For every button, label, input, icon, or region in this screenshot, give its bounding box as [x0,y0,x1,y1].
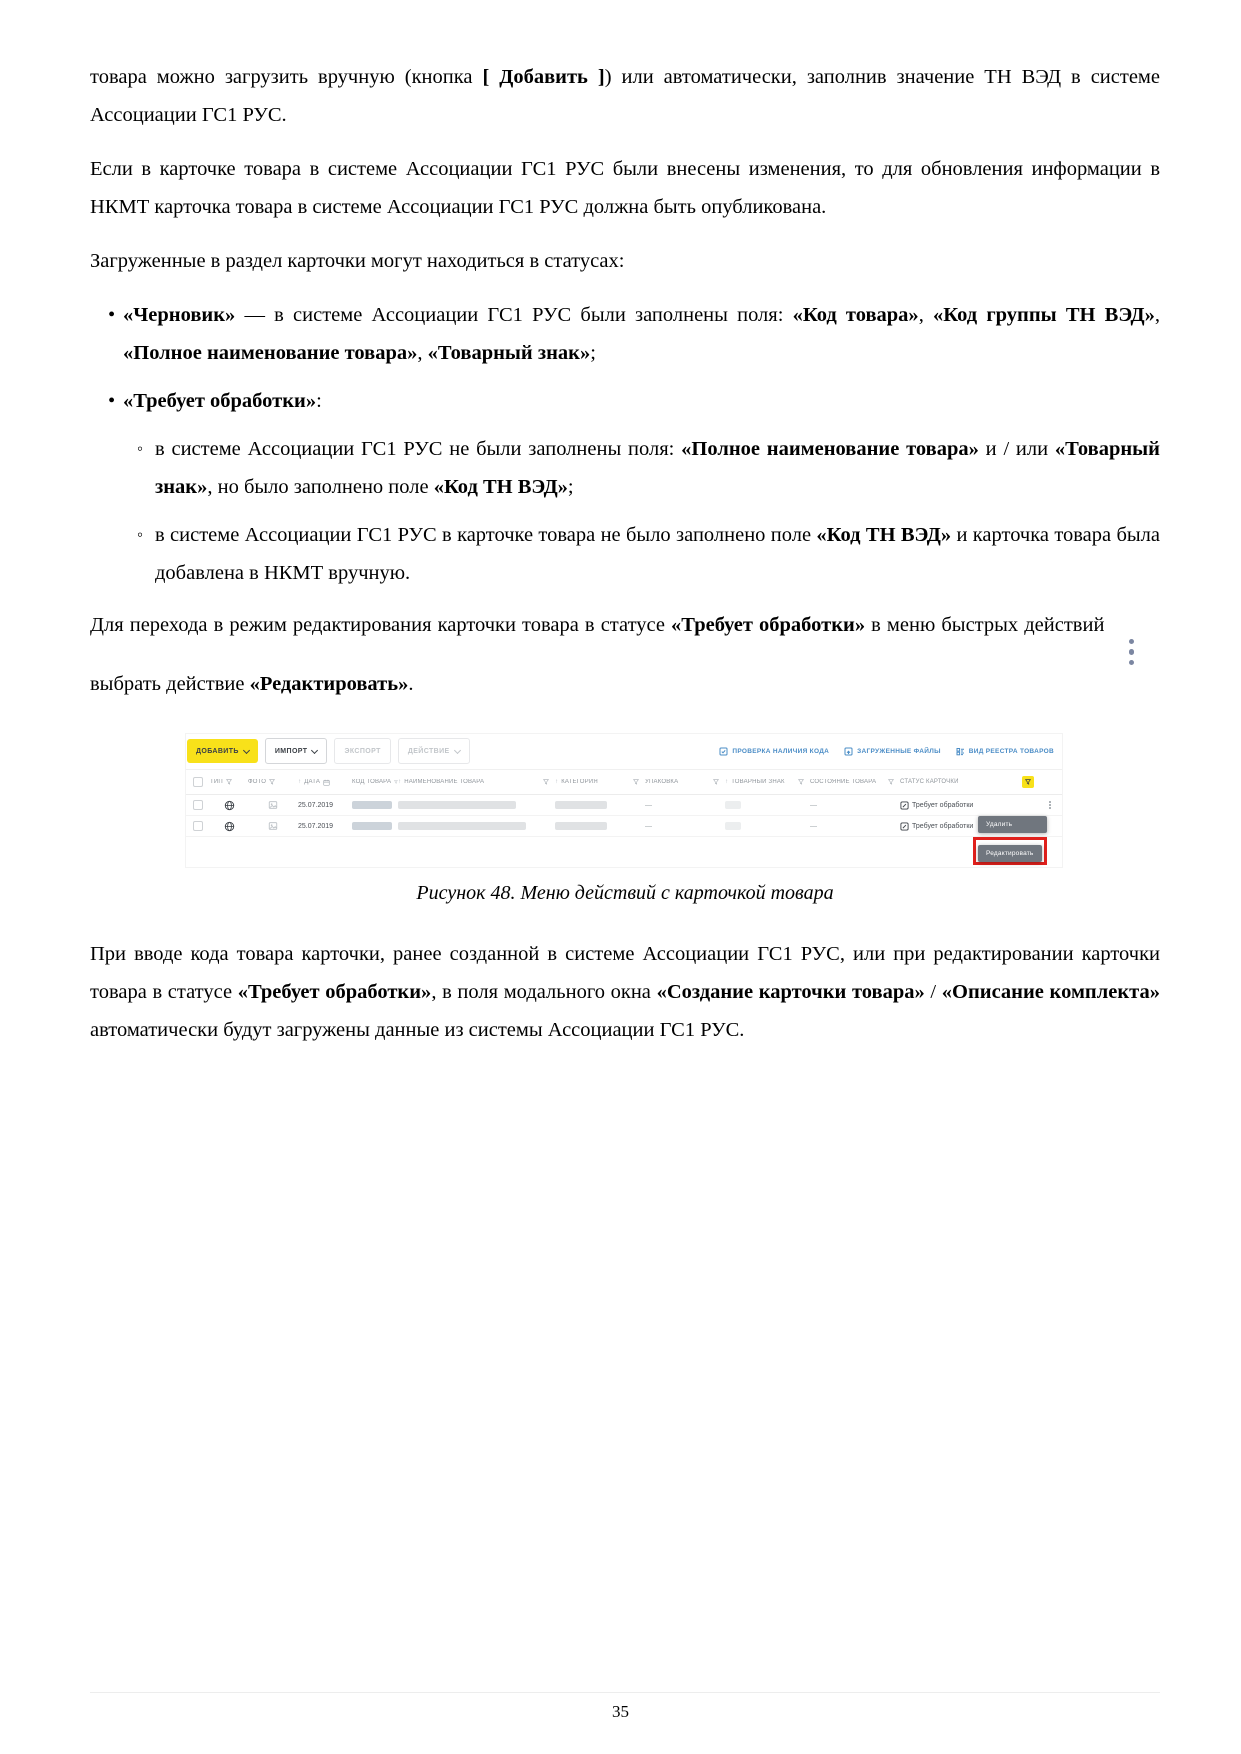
filter-icon[interactable] [713,779,719,785]
column-trademark[interactable]: ↑ ТОВАРНЫЙ ЗНАК [725,779,810,785]
text-run: ) или автоматически, заполнив значение ТН ВЭД в системе Ассоциации ГС1 РУС. [90,66,1160,126]
blurred-category [555,801,607,809]
add-button[interactable] [187,739,258,763]
status-name: «Черновик» [123,304,236,326]
status-label: Требует обработки [912,801,974,809]
sublist-item-2 [155,516,1160,592]
export-button-label: ЭКСПОРТ [344,747,381,755]
status-list [90,296,1160,592]
globe-icon [224,821,235,832]
sublist-item-1 [155,430,1160,506]
modal-name: «Создание карточки товара» [656,981,925,1003]
paragraph-edit-instruction [90,606,1160,703]
uploaded-files-icon [844,747,853,756]
table-row [186,816,1062,837]
chevron-down-icon [454,746,461,753]
status-name: «Требует обработки» [237,981,432,1003]
packaging-cell: — [645,822,652,830]
table-header-row [186,769,1062,795]
text-run: , в поля модального окна [431,981,657,1003]
add-button-reference: [ Добавить ] [482,66,605,88]
text-run: ; [567,476,574,498]
table-row [186,795,1062,816]
check-code-label: ПРОВЕРКА НАЛИЧИЯ КОДА [732,747,830,755]
text-run: выбрать действие [90,673,250,695]
edit-menu-item[interactable]: Редактировать [978,845,1042,862]
code-check-icon [719,747,728,756]
blurred-product-code [352,801,392,809]
date-cell: 25.07.2019 [298,822,334,830]
field-name: «Полное наименование товара» [123,342,418,364]
action-name: «Редактировать» [249,673,409,695]
row-checkbox[interactable] [193,800,203,810]
filter-icon[interactable] [633,779,639,785]
blurred-product-name [398,801,516,809]
active-filter-icon[interactable] [1022,776,1034,788]
import-button[interactable] [265,738,328,764]
state-cell: — [810,801,817,809]
text-run: в системе Ассоциации ГС1 РУС не были заполнены поля: [155,438,682,460]
check-code-link[interactable] [719,747,829,756]
list-item-draft [123,296,1160,372]
import-button-label: ИМПОРТ [274,747,308,755]
figure-caption: Рисунок 48. Меню действий с карточкой товара [416,882,834,904]
paragraph-update-info: Если в карточке товара в системе Ассоциации ГС1 РУС были внесены изменения, то для обновления информации в НКМТ карточка товара в системе Ассоциации ГС1 РУС должна быть опубликована. [90,158,1160,218]
column-date[interactable]: ↑ ДАТА [298,779,352,786]
status-label: Требует обработки [912,822,974,830]
status-edit-icon [900,801,909,810]
field-name: «Товарный знак» [427,342,591,364]
sort-icon [555,779,558,785]
field-name: «Код ТН ВЭД» [433,476,568,498]
photo-icon [268,800,278,810]
action-button[interactable] [398,738,470,764]
field-name: «Код группы ТН ВЭД» [933,304,1155,326]
photo-icon [268,821,278,831]
text-run: . [408,673,414,695]
blurred-category [555,822,607,830]
text-run: ; [590,342,596,364]
field-name: «Полное наименование товара» [681,438,979,460]
action-button-label: ДЕЙСТВИЕ [407,747,450,755]
registry-view-link[interactable] [956,747,1054,756]
text-run: При вводе кода товара карточки, ранее созданной в системе Ассоциации ГС1 РУС, или при редактировании карточки товара в статусе [90,943,1160,1003]
kebab-menu-icon [1129,639,1135,666]
field-name: «Товарный знак» [155,438,1160,498]
quick-actions-menu [978,816,1047,865]
blurred-trademark [725,822,741,830]
uploaded-files-link[interactable] [844,747,941,756]
text-run: , но было заполнено поле [207,476,434,498]
column-packaging[interactable]: УПАКОВКА [645,779,725,785]
blurred-product-name [398,822,526,830]
column-product-state[interactable]: СОСТОЯНИЕ ТОВАРА [810,779,900,785]
date-cell: 25.07.2019 [298,801,334,809]
column-card-status[interactable]: СТАТУС КАРТОЧКИ [900,776,1040,788]
filter-icon[interactable] [269,779,275,785]
sort-icon [398,779,401,785]
registry-view-icon [956,747,965,756]
page-number: 35 [612,1702,629,1721]
paragraph-intro [90,58,1160,134]
field-name: «Код ТН ВЭД» [816,524,952,546]
figure-screenshot [185,733,1063,868]
column-category[interactable]: ↑ КАТЕГОРИЯ [555,779,645,785]
row-checkbox[interactable] [193,821,203,831]
text-run: и / или [978,438,1055,460]
red-highlight-box [973,837,1047,865]
field-name: «Код товара» [792,304,919,326]
export-button[interactable] [334,738,390,764]
row-actions-kebab[interactable] [1049,801,1051,809]
products-table [186,769,1062,837]
text-run: , [417,342,428,364]
column-product-code[interactable]: КОД ТОВАРА [352,779,398,785]
text-run: / [924,981,942,1003]
column-photo[interactable]: ФОТО [248,779,298,785]
blurred-product-code [352,822,392,830]
list-item-needs-processing [123,382,1160,592]
text-run: — в системе Ассоциации ГС1 РУС были заполнены поля: [235,304,793,326]
status-edit-icon [900,822,909,831]
text-run: Для перехода в режим редактирования карточки товара в статусе [90,614,672,636]
status-cell [900,801,1040,810]
state-cell: — [810,822,817,830]
select-all-checkbox[interactable] [193,777,203,787]
column-type[interactable]: ТИП [210,779,248,785]
add-button-label: ДОБАВИТЬ [196,747,239,755]
uploaded-files-label: ЗАГРУЖЕННЫЕ ФАЙЛЫ [857,747,941,755]
filter-icon[interactable] [798,779,804,785]
chevron-down-icon [311,746,318,753]
paragraph-statuses-lead: Загруженные в раздел карточки могут находиться в статусах: [90,250,625,272]
packaging-cell: — [645,801,652,809]
sort-icon [298,779,301,785]
text-run: : [316,390,322,412]
text-run: , [918,304,934,326]
text-run: в системе Ассоциации ГС1 РУС в карточке товара не было заполнено поле [155,524,817,546]
filter-icon[interactable] [226,779,232,785]
registry-view-label: ВИД РЕЕСТРА ТОВАРОВ [968,747,1054,755]
text-run: автоматически будут загружены данные из системы Ассоциации ГС1 РУС. [90,1019,745,1041]
toolbar-links [719,747,1054,756]
status-name: «Требует обработки» [123,390,317,412]
column-product-name[interactable]: ↑ НАИМЕНОВАНИЕ ТОВАРА [398,779,555,785]
blurred-trademark [725,801,741,809]
text-run: , [1154,304,1160,326]
filter-icon[interactable] [543,779,549,785]
text-run: в меню быстрых действий [865,614,1111,636]
screenshot-toolbar [186,734,1062,769]
footer-divider [90,1692,1160,1693]
filter-icon[interactable] [888,779,894,785]
paragraph-autoload [90,935,1160,1049]
text-run: и карточка товара была добавлена в НКМТ вручную. [155,524,1161,584]
calendar-icon[interactable] [323,779,330,786]
delete-menu-item[interactable]: Удалить [978,816,1047,833]
sort-icon [725,779,728,785]
status-name: «Требует обработки» [671,614,866,636]
chevron-down-icon [243,746,250,753]
globe-icon [224,800,235,811]
modal-name: «Описание комплекта» [941,981,1160,1003]
needs-processing-sublist [123,430,1160,592]
text-run: товара можно загрузить вручную (кнопка [90,66,483,88]
